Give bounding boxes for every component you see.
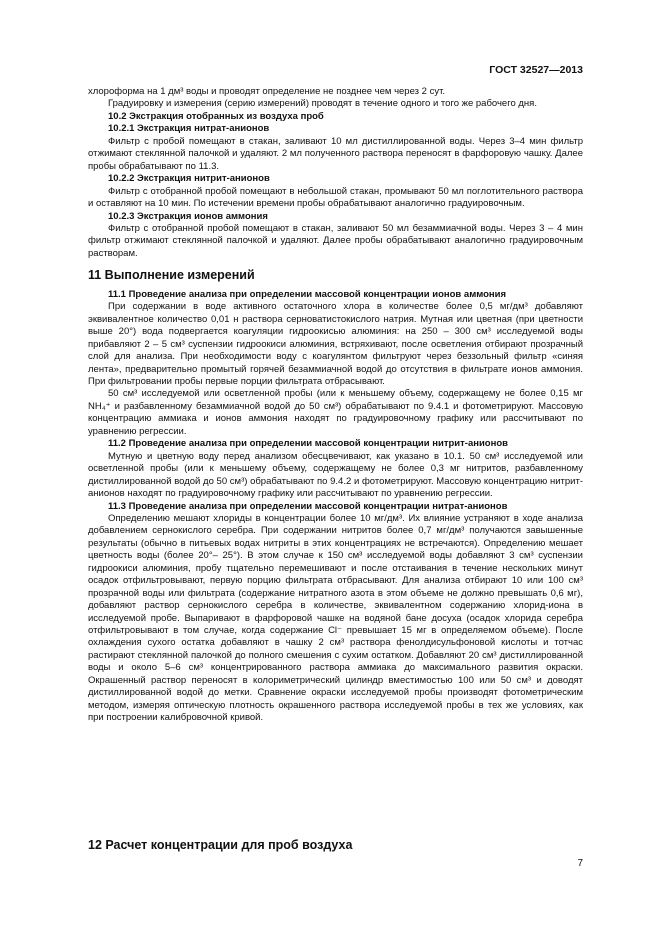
section-title-12: 12 Расчет концентрации для проб воздуха: [88, 838, 353, 852]
paragraph-11-1-b: 50 см³ исследуемой или осветленной пробы (или к меньшему объему, содержащему не более 0,15 мг NH₄⁺ и разбавленному безаммиачной водой до 50 см³) обрабатывают по 9.4.1 и фотометрируют. Массовую концентрацию аммиака и ионов аммония находят по градуировочному графику или рассчитывают по уравнению регрессии.: [88, 388, 583, 437]
paragraph-10-2-1: Фильтр с пробой помещают в стакан, заливают 10 мл дистиллированной воды. Через 3–4 мин фильтр отжимают стеклянной палочкой и удаляют. 2 мл полученного раствора переносят в фарфоровую чашку. Далее пробы обрабатывают по 11.3.: [88, 135, 583, 172]
heading-10-2-1: 10.2.1 Экстракция нитрат-анионов: [108, 123, 270, 135]
heading-10-2-2: 10.2.2 Экстракция нитрит-анионов: [108, 173, 270, 185]
paragraph-calibration: Градуировку и измерения (серию измерений) проводят в течение одного и того же рабочего дня.: [108, 98, 537, 110]
heading-10-2: 10.2 Экстракция отобранных из воздуха проб: [108, 110, 324, 122]
standard-header: ГОСТ 32527—2013: [489, 64, 583, 76]
section-title-11: 11 Выполнение измерений: [88, 268, 255, 283]
paragraph-11-3: Определению мешают хлориды в концентрации более 10 мг/дм³. Их влияние устраняют в ходе анализа добавлением сернокислого серебра. При содержании нитритов более 0,7 мг/дм³ получаются завышенные результаты (обычно в питьевых водах нитриты в этих концентрациях не встречаются). Определению мешает цветность воды (более 20°– 25°). В этом случае к 150 см³ исследуемой воды добавляют 3 см³ суспензии гидроокиси алюминия, пробу тщательно перемешивают и после отстаивания в течение нескольких минут осадок отфильтровывают, первую порцию фильтрата отбрасывают. Для анализа отбирают 10 или 100 см³ прозрачной воды или фильтрата (содержание нитратного азота в этом объеме не должно превышать 0,6 мг), добавляют раствор сернокислого серебра в количестве, эквивалентном содержанию хлорид-иона в исследуемой пробе. Выпаривают в фарфоровой чашке на водяной бане досуха (осадок хлорида серебра отфильтровывают в том случае, когда содержание Cl⁻ превышает 15 мг в определяемом объеме). После охлаждения сухого остатка добавляют в чашку 2 см³ раствора фенолдисульфоновой кислоты и тотчас растирают стеклянной палочкой до полного смешения с сухим остатком. Добавляют 20 см³ дистиллированной воды и около 5–6 см³ концентрированного раствора аммиака до максимального развития окраски. Окрашенный раствор переносят в колориметрический цилиндр вместимостью 100 или 50 см³ и доводят дистиллированной водой до метки. Сравнение окраски исследуемой пробы производят фотометрическим методом, измеряя оптическую плотность окрашенного раствора исследуемой пробы в тех же условиях, как при построении калибровочной кривой.: [88, 512, 583, 724]
heading-11-1: 11.1 Проведение анализа при определении массовой концентрации ионов аммония: [108, 288, 507, 300]
heading-11-2: 11.2 Проведение анализа при определении массовой концентрации нитрит-анионов: [108, 438, 508, 450]
heading-10-2-3: 10.2.3 Экстракция ионов аммония: [108, 210, 268, 222]
paragraph-10-2-3: Фильтр с отобранной пробой помещают в стакан, заливают 50 мл безаммиачной воды. Через 3 – 4 мин фильтр отжимают стеклянной палочкой и удаляют. Далее пробы обрабатывают аналогично градуировочным растворам.: [88, 222, 583, 259]
heading-11-3: 11.3 Проведение анализа при определении массовой концентрации нитрат-анионов: [108, 500, 508, 512]
document-body: [88, 86, 583, 725]
page-number: 7: [577, 858, 583, 869]
paragraph-11-1-a: При содержании в воде активного остаточного хлора в количестве более 0,5 мг/дм³ добавляют эквивалентное количество 0,01 н раствора серноватистокислого натрия. Мутная или цветная (при цветности выше 20°) вода подвергается коагуляции гидроокисью алюминия: на 250 – 300 см³ исследуемой воды прибавляют 2 – 5 см³ суспензии гидроокиси алюминия, встряхивают, после осветления отбирают прозрачный слой для анализа. При необходимости воду с коагулянтом фильтруют через беззольный фильтр «синяя лента», предварительно промытый горячей безаммиачной водой до отсутствия в фильтрате ионов аммония. При фильтровании пробы первые порции фильтрата отбрасывают.: [88, 301, 583, 387]
paragraph-chloroform: хлороформа на 1 дм³ воды и проводят определение не позднее чем через 2 сут.: [88, 86, 446, 97]
paragraph-10-2-2: Фильтр с отобранной пробой помещают в небольшой стакан, промывают 50 мл поглотительного раствора и оставляют на 10 мин. По истечении времени пробы обрабатывают аналогично градуировочным.: [88, 185, 583, 210]
paragraph-11-2: Мутную и цветную воду перед анализом обесцвечивают, как указано в 10.1. 50 см³ исследуемой или осветленной пробы (или к меньшему объему, содержащему не более 0,3 мг нитритов, разбавленному дистиллированной водой до 50 см³) обрабатывают по 9.4.2 и фотометрируют. Массовую концентрацию нитрит-анионов находят по градуировочному графику или рассчитывают по уравнению регрессии.: [88, 450, 583, 500]
